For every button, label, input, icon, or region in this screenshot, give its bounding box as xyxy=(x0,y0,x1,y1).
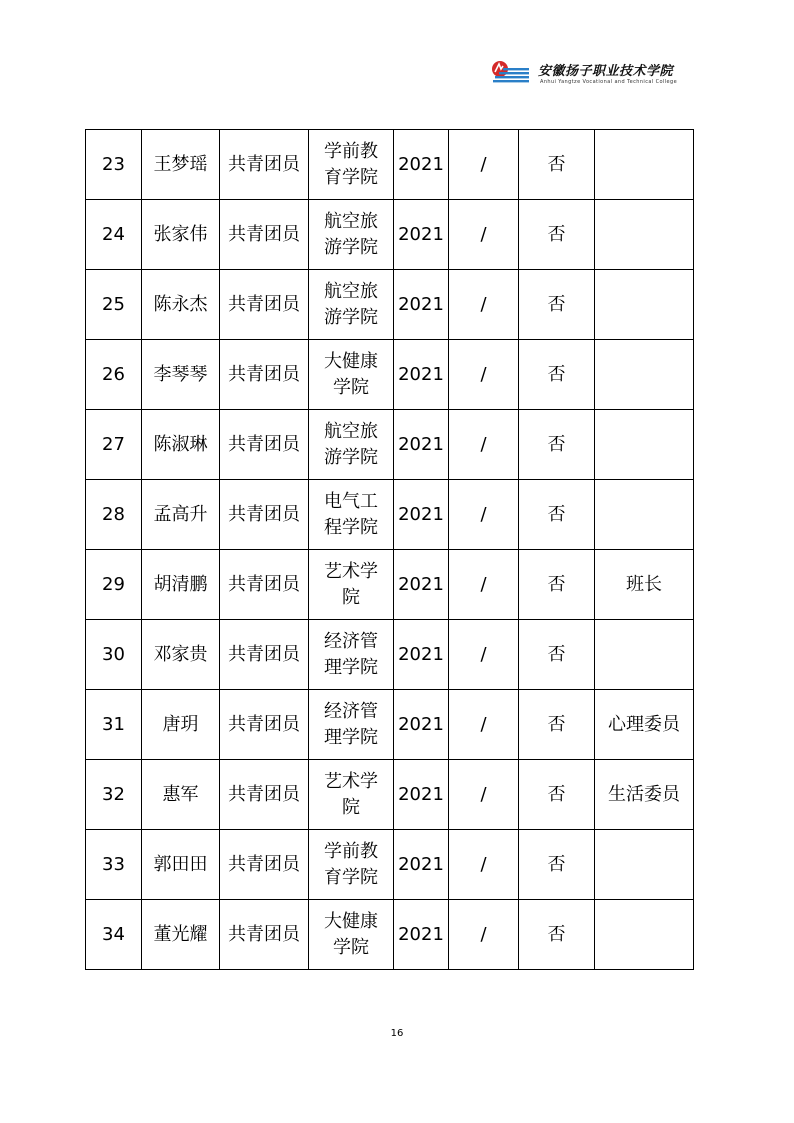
class-role xyxy=(595,270,694,340)
class-role xyxy=(595,410,694,480)
slash-cell: / xyxy=(449,830,519,900)
year: 2021 xyxy=(394,690,449,760)
political-status: 共青团员 xyxy=(220,900,309,970)
member-name: 胡清鹏 xyxy=(142,550,220,620)
year: 2021 xyxy=(394,620,449,690)
member-table xyxy=(85,129,694,970)
member-name: 陈淑琳 xyxy=(142,410,220,480)
college-text: 经济管理学院 xyxy=(324,630,378,678)
college xyxy=(309,690,394,760)
class-role: 心理委员 xyxy=(595,690,694,760)
political-status: 共青团员 xyxy=(220,410,309,480)
row-number: 31 xyxy=(86,690,142,760)
political-status: 共青团员 xyxy=(220,760,309,830)
row-number: 28 xyxy=(86,480,142,550)
college xyxy=(309,830,394,900)
year: 2021 xyxy=(394,550,449,620)
logo-chinese-name: 安徽扬子职业技术学院 xyxy=(538,64,674,79)
political-status: 共青团员 xyxy=(220,130,309,200)
college-text: 经济管理学院 xyxy=(324,700,378,748)
member-name: 邓家贵 xyxy=(142,620,220,690)
year: 2021 xyxy=(394,410,449,480)
table-row xyxy=(86,270,694,340)
college xyxy=(309,620,394,690)
status-no: 否 xyxy=(519,480,595,550)
table-row xyxy=(86,690,694,760)
college-text: 航空旅游学院 xyxy=(324,420,378,468)
college-text: 航空旅游学院 xyxy=(324,280,378,328)
class-role xyxy=(595,130,694,200)
status-no: 否 xyxy=(519,130,595,200)
college xyxy=(309,340,394,410)
status-no: 否 xyxy=(519,900,595,970)
political-status: 共青团员 xyxy=(220,690,309,760)
slash-cell: / xyxy=(449,340,519,410)
table-row xyxy=(86,480,694,550)
college xyxy=(309,410,394,480)
table-row xyxy=(86,620,694,690)
status-no: 否 xyxy=(519,690,595,760)
year: 2021 xyxy=(394,130,449,200)
year: 2021 xyxy=(394,830,449,900)
row-number: 29 xyxy=(86,550,142,620)
status-no: 否 xyxy=(519,340,595,410)
table-row xyxy=(86,130,694,200)
political-status: 共青团员 xyxy=(220,200,309,270)
college xyxy=(309,760,394,830)
slash-cell: / xyxy=(449,900,519,970)
year: 2021 xyxy=(394,480,449,550)
college-text: 学前教育学院 xyxy=(324,140,378,188)
table-row xyxy=(86,340,694,410)
row-number: 26 xyxy=(86,340,142,410)
member-name: 董光耀 xyxy=(142,900,220,970)
status-no: 否 xyxy=(519,830,595,900)
status-no: 否 xyxy=(519,550,595,620)
class-role xyxy=(595,480,694,550)
political-status: 共青团员 xyxy=(220,550,309,620)
member-name: 郭田田 xyxy=(142,830,220,900)
member-name: 李琴琴 xyxy=(142,340,220,410)
row-number: 24 xyxy=(86,200,142,270)
college xyxy=(309,480,394,550)
status-no: 否 xyxy=(519,200,595,270)
member-name: 张家伟 xyxy=(142,200,220,270)
year: 2021 xyxy=(394,760,449,830)
slash-cell: / xyxy=(449,620,519,690)
year: 2021 xyxy=(394,200,449,270)
page-number: 16 xyxy=(390,1028,404,1039)
row-number: 34 xyxy=(86,900,142,970)
college-text: 艺术学院 xyxy=(324,770,378,818)
status-no: 否 xyxy=(519,760,595,830)
slash-cell: / xyxy=(449,130,519,200)
class-role xyxy=(595,340,694,410)
political-status: 共青团员 xyxy=(220,480,309,550)
class-role xyxy=(595,620,694,690)
table-row xyxy=(86,900,694,970)
member-name: 王梦瑶 xyxy=(142,130,220,200)
slash-cell: / xyxy=(449,270,519,340)
row-number: 27 xyxy=(86,410,142,480)
college xyxy=(309,200,394,270)
political-status: 共青团员 xyxy=(220,830,309,900)
political-status: 共青团员 xyxy=(220,620,309,690)
class-role: 生活委员 xyxy=(595,760,694,830)
college-text: 学前教育学院 xyxy=(324,840,378,888)
year: 2021 xyxy=(394,340,449,410)
college-text: 电气工程学院 xyxy=(324,490,378,538)
year: 2021 xyxy=(394,900,449,970)
table-row xyxy=(86,550,694,620)
slash-cell: / xyxy=(449,480,519,550)
table-row xyxy=(86,760,694,830)
class-role xyxy=(595,830,694,900)
member-name: 唐玥 xyxy=(142,690,220,760)
political-status: 共青团员 xyxy=(220,340,309,410)
slash-cell: / xyxy=(449,690,519,760)
class-role xyxy=(595,200,694,270)
table-row xyxy=(86,200,694,270)
college-text: 大健康学院 xyxy=(324,910,378,958)
political-status: 共青团员 xyxy=(220,270,309,340)
status-no: 否 xyxy=(519,270,595,340)
college xyxy=(309,270,394,340)
college xyxy=(309,550,394,620)
row-number: 33 xyxy=(86,830,142,900)
table-row xyxy=(86,830,694,900)
slash-cell: / xyxy=(449,200,519,270)
row-number: 32 xyxy=(86,760,142,830)
slash-cell: / xyxy=(449,760,519,830)
row-number: 25 xyxy=(86,270,142,340)
college xyxy=(309,900,394,970)
college-logo xyxy=(490,56,678,90)
college-text: 航空旅游学院 xyxy=(324,210,378,258)
status-no: 否 xyxy=(519,410,595,480)
status-no: 否 xyxy=(519,620,595,690)
member-name: 惠军 xyxy=(142,760,220,830)
slash-cell: / xyxy=(449,410,519,480)
row-number: 23 xyxy=(86,130,142,200)
college-text: 艺术学院 xyxy=(324,560,378,608)
college-emblem-icon xyxy=(490,58,530,86)
member-name: 陈永杰 xyxy=(142,270,220,340)
college-text: 大健康学院 xyxy=(324,350,378,398)
class-role: 班长 xyxy=(595,550,694,620)
member-table-body xyxy=(86,130,694,970)
table-row xyxy=(86,410,694,480)
year: 2021 xyxy=(394,270,449,340)
logo-english-name: Anhui Yangtze Vocational and Technical College xyxy=(540,79,678,85)
member-name: 孟高升 xyxy=(142,480,220,550)
class-role xyxy=(595,900,694,970)
row-number: 30 xyxy=(86,620,142,690)
slash-cell: / xyxy=(449,550,519,620)
college xyxy=(309,130,394,200)
